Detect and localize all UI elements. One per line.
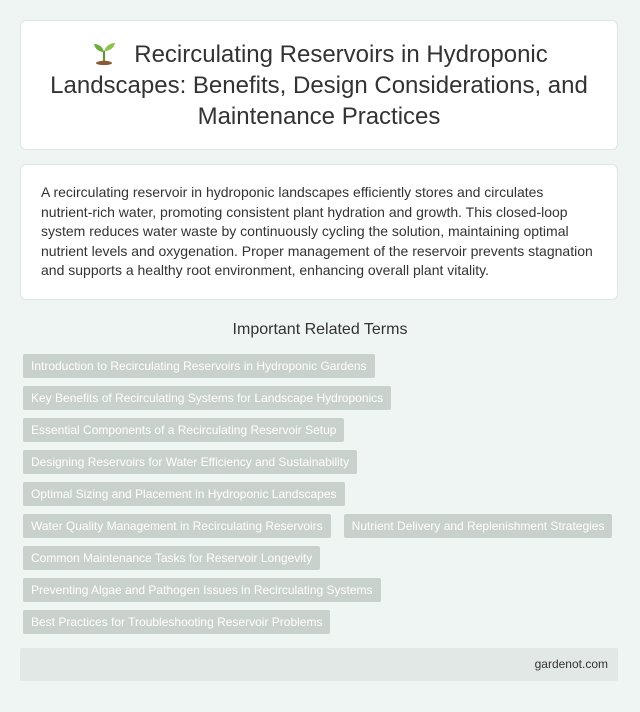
related-term-tag[interactable]: Key Benefits of Recirculating Systems for Landscape Hydroponics xyxy=(23,386,391,410)
related-term-tag[interactable]: Nutrient Delivery and Replenishment Strategies xyxy=(344,514,613,538)
title-text: Recirculating Reservoirs in Hydroponic Landscapes: Benefits, Design Considerations, and Maintenance Practices xyxy=(50,40,588,130)
related-terms-heading: Important Related Terms xyxy=(232,321,408,338)
related-term-tag[interactable]: Optimal Sizing and Placement in Hydroponic Landscapes xyxy=(23,482,345,506)
related-term-tag[interactable]: Best Practices for Troubleshooting Reservoir Problems xyxy=(23,610,330,634)
related-term-tag[interactable]: Preventing Algae and Pathogen Issues in Recirculating Systems xyxy=(23,578,381,602)
summary-text: A recirculating reservoir in hydroponic landscapes efficiently stores and circulates nutrient-rich water, promoting consistent plant hydration and growth. This closed-loop system reduces water waste by continuously cycling the solution, maintaining optimal nutrient levels and oxygenation. Proper management of the reservoir prevents stagnation and supports a healthy root environment, enhancing overall plant vitality. xyxy=(41,184,593,279)
footer-site-link[interactable]: gardenot.com xyxy=(534,657,608,671)
related-term-tag[interactable]: Common Maintenance Tasks for Reservoir Longevity xyxy=(23,546,320,570)
title-card xyxy=(20,20,618,150)
footer xyxy=(20,648,618,681)
related-term-tag[interactable]: Introduction to Recirculating Reservoirs in Hydroponic Gardens xyxy=(23,354,375,378)
page-title xyxy=(39,39,599,132)
summary-card xyxy=(20,164,618,300)
related-term-tag[interactable]: Essential Components of a Recirculating Reservoir Setup xyxy=(23,418,344,442)
related-terms-list xyxy=(23,354,613,634)
sprout-icon xyxy=(90,39,118,65)
related-term-tag[interactable]: Designing Reservoirs for Water Efficiency and Sustainability xyxy=(23,450,357,474)
related-term-tag[interactable]: Water Quality Management in Recirculating Reservoirs xyxy=(23,514,331,538)
